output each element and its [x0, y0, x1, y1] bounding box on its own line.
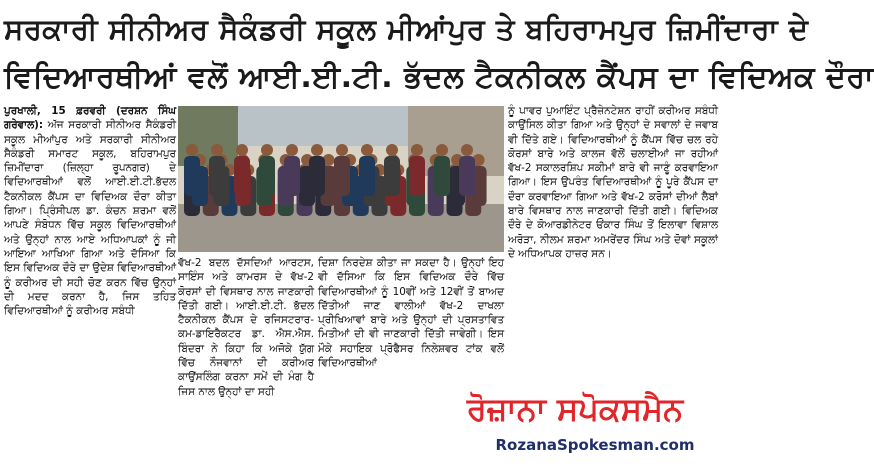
photo-person-body [209, 156, 225, 196]
masthead-logo-image [430, 382, 720, 434]
article-column-1 [4, 104, 176, 464]
photo-person-head [186, 144, 198, 156]
photo-person-head [336, 144, 348, 156]
photo-person-body [459, 156, 475, 196]
headline-line-1: ਸਰਕਾਰੀ ਸੀਨੀਅਰ ਸੈਕੰਡਰੀ ਸਕੂਲ ਮੀਆਂਪੁਰ ਤੇ ਬਹਿਰਾਮਪੁਰ ਜ਼ਿਮੀਂਦਾਰਾ ਦੇ [4, 12, 809, 46]
photo-person-body [434, 156, 450, 196]
article-column-2 [178, 256, 314, 466]
photo-person-body [309, 156, 325, 196]
photo-person-head [286, 144, 298, 156]
photo-person-head [436, 144, 448, 156]
photo-person-body [284, 156, 300, 196]
photo-person-body [409, 156, 425, 196]
photo-person-head [311, 144, 323, 156]
headline-line-2: ਵਿਦਿਆਰਥੀਆਂ ਵਲੋਂ ਆਈ.ਈ.ਟੀ. ਭੱਦਲ ਟੈਕਨੀਕਲ ਕੈਂਪਸ ਦਾ ਵਿਦਿਅਕ ਦੌਰਾ [4, 60, 874, 95]
article-text-1: ਅੱਜ ਸਰਕਾਰੀ ਸੀਨੀਅਰ ਸੈਕੰਡਰੀ ਸਕੂਲ ਮੀਆਂਪੁਰ ਅਤੇ ਸਰਕਾਰੀ ਸੀਨੀਅਰ ਸੈਕੰਡਰੀ ਸਮਾਰਟ ਸਕੂਲ, ਬਹਿਰਾਮਪੁਰ ਜ਼ਿਮੀਂਦਾਰਾ (ਜ਼ਿਲ੍ਹਾ ਰੂਪਨਗਰ) ਦੇ ਵਿਦਿਆਰਥੀਆਂ ਵਲੋਂ ਆਈ.ਈ.ਟੀ.ਭੱਦਲ ਟੈਕਨੀਕਲ ਕੈਂਪਸ ਦਾ ਵਿਦਿਅਕ ਦੌਰਾ ਕੀਤਾ ਗਿਆ। ਪ੍ਰਿੰਸੀਪਲ ਡਾ. ਕੰਚਨ ਸ਼ਰਮਾ ਵਲੋਂ ਆਪਣੇ ਸੰਬੋਧਨ ਵਿੱਚ ਸਕੂਲ ਵਿਦਿਆਰਥੀਆਂ ਅਤੇ ਉਨ੍ਹਾਂ ਨਾਲ ਆਏ ਅਧਿਆਪਕਾਂ ਨੂੰ ਜੀ ਆਇਆ ਆਖਿਆ ਗਿਆ ਅਤੇ ਦੱਸਿਆ ਕਿ ਇਸ ਵਿਦਿਅਕ ਦੌਰੇ ਦਾ ਉਦੇਸ਼ ਵਿਦਿਆਰਥੀਆਂ ਨੂੰ ਕਰੀਅਰ ਦੀ ਸਹੀ ਚੋਣ ਕਰਨ ਵਿੱਚ ਉਨ੍ਹਾਂ ਦੀ ਮਦਦ ਕਰਨਾ ਹੈ, ਜਿਸ ਤਹਿਤ ਵਿਦਿਆਰਥੀਆਂ ਨੂੰ ਕਰੀਅਰ ਸਬੰਧੀ [4, 119, 176, 318]
photo-person-body [334, 156, 350, 196]
photo-person-body [359, 156, 375, 196]
photo-person-head [461, 144, 473, 156]
article-text-2: ਵੱਖ-2 ਬਦਲ ਦੱਸਦਿਆਂ ਆਰਟਸ, ਸਾਇੰਸ ਅਤੇ ਕਾਮਰਸ ਦੇ ਵੱਖ-2 ਕੋਰਸਾਂ ਦੀ ਵਿਸਥਾਰ ਨਾਲ ਜਾਣਕਾਰੀ ਦਿੱਤੀ ਗਈ। ਆਈ.ਈ.ਟੀ. ਭੱਦਲ ਟੈਕਨੀਕਲ ਕੈਂਪਸ ਦੇ ਰਜਿਸਟਰਾਰ-ਕਮ-ਡਾਇਰੈਕਟਰ ਡਾ. ਐਸ.ਐਸ. ਬਿੰਦਰਾ ਨੇ ਕਿਹਾ ਕਿ ਅਜੋਕੇ ਯੁੱਗ ਵਿੱਚ ਨੌਜਵਾਨਾਂ ਦੀ ਕਰੀਅਰ ਕਾਉਂਸਲਿੰਗ ਕਰਨਾ ਸਮੇਂ ਦੀ ਮੰਗ ਹੈ ਜਿਸ ਨਾਲ ਉਨ੍ਹਾਂ ਦਾ ਸਹੀ [178, 257, 314, 398]
svg-text:ਰੋਜ਼ਾਨਾ ਸਪੋਕਸਮੈਨ: ਰੋਜ਼ਾਨਾ ਸਪੋਕਸਮੈਨ [466, 390, 684, 428]
byline: ਪੁਰਖਾਲੀ, 15 ਫ਼ਰਵਰੀ (ਦਰਸ਼ਨ ਸਿੰਘ ਗਰੇਵਾਲ): [4, 105, 176, 132]
article-text-3: ਦਿਸ਼ਾ ਨਿਰਦੇਸ਼ ਕੀਤਾ ਜਾ ਸਕਦਾ ਹੈ। ਉਨ੍ਹਾਂ ਇਹ ਵੀ ਦੱਸਿਆ ਕਿ ਇਸ ਵਿਦਿਅਕ ਦੌਰੇ ਵਿੱਚ ਵਿਦਿਆਰਥੀਆਂ ਨੂੰ 10ਵੀਂ ਅਤੇ 12ਵੀਂ ਤੋਂ ਬਾਅਦ ਦਿੱਤੀਆਂ ਜਾਣ ਵਾਲੀਆਂ ਵੱਖ-2 ਦਾਖਲਾ ਪ੍ਰੀਖਿਆਵਾਂ ਬਾਰੇ ਅਤੇ ਉਨ੍ਹਾਂ ਦੀ ਪ੍ਰਸਤਾਵਿਤ ਮਿਤੀਆਂ ਦੀ ਵੀ ਜਾਣਕਾਰੀ ਦਿੱਤੀ ਜਾਵੇਗੀ। ਇਸ ਮੌਕੇ ਸਹਾਇਕ ਪ੍ਰੋਫੈਸਰ ਨਿਲੇਸ਼ਵਰ ਟਾਂਕ ਵਲੋਂ ਵਿਦਿਆਰਥੀਆਂ [318, 257, 504, 370]
article-text-4: ਨੂੰ ਪਾਵਰ ਪੁਆਇੰਟ ਪ੍ਰੈਜ਼ੇਨਟੇਸ਼ਨ ਰਾਹੀਂ ਕਰੀਅਰ ਸਬੰਧੀ ਕਾਉਂਸਿਲ ਕੀਤਾ ਗਿਆ ਅਤੇ ਉਨ੍ਹਾਂ ਦੇ ਸਵਾਲਾਂ ਦੇ ਜਵਾਬ ਵੀ ਦਿੱਤੇ ਗਏ। ਵਿਦਿਆਰਥੀਆਂ ਨੂੰ ਕੈਂਪਸ ਵਿੱਚ ਚਲ ਰਹੇ ਕੋਰਸਾਂ ਬਾਰੇ ਅਤੇ ਕਾਲਜ ਵੱਲੋਂ ਚਲਾਈਆਂ ਜਾ ਰਹੀਆਂ ਵੱਖ-2 ਸਕਾਲਰਸ਼ਿਪ ਸਕੀਮਾਂ ਬਾਰੇ ਵੀ ਜਾਣੂੰ ਕਰਵਾਇਆ ਗਿਆ। ਇਸ ਉਪਰੰਤ ਵਿਦਿਆਰਥੀਆਂ ਨੂੰ ਪੂਰੇ ਕੈਂਪਸ ਦਾ ਦੌਰਾ ਕਰਵਾਇਆ ਗਿਆ ਅਤੇ ਵੱਖ-2 ਕਰੋਸਾਂ ਦੀਆਂ ਲੈਬਾਂ ਬਾਰੇ ਵਿਸਥਾਰ ਨਾਲ ਜਾਣਕਾਰੀ ਦਿੱਤੀ ਗਈ। ਵਿਦਿਅਕ ਦੌਰੇ ਦੇ ਕੋਆਰਡੀਨੇਟਰ ਓਂਕਾਰ ਸਿੰਘ ਤੋਂ ਇਲਾਵਾ ਵਿਸ਼ਾਲ ਅਰੋੜਾ, ਨੀਲਮ ਸ਼ਰਮਾ ਅਮਰੇਂਦਰ ਸਿੰਘ ਅਤੇ ਦੋਵਾਂ ਸਕੂਲਾਂ ਦੇ ਅਧਿਆਪਕ ਹਾਜ਼ਰ ਸਨ। [508, 105, 718, 260]
article-column-4 [508, 104, 718, 364]
photo-person-head [236, 144, 248, 156]
photo-person-head [211, 144, 223, 156]
photo-person-body [184, 156, 200, 196]
photo-person-body [259, 156, 275, 196]
masthead-logo [430, 382, 720, 434]
photo-person-head [361, 144, 373, 156]
photo-person-head [261, 144, 273, 156]
photo-person-head [411, 144, 423, 156]
photo-person-body [384, 156, 400, 196]
masthead-url: RozanaSpokesman.com [495, 436, 695, 454]
photo-person-head [386, 144, 398, 156]
group-photo-image [178, 106, 504, 252]
group-photo [178, 106, 504, 252]
photo-person-body [234, 156, 250, 196]
